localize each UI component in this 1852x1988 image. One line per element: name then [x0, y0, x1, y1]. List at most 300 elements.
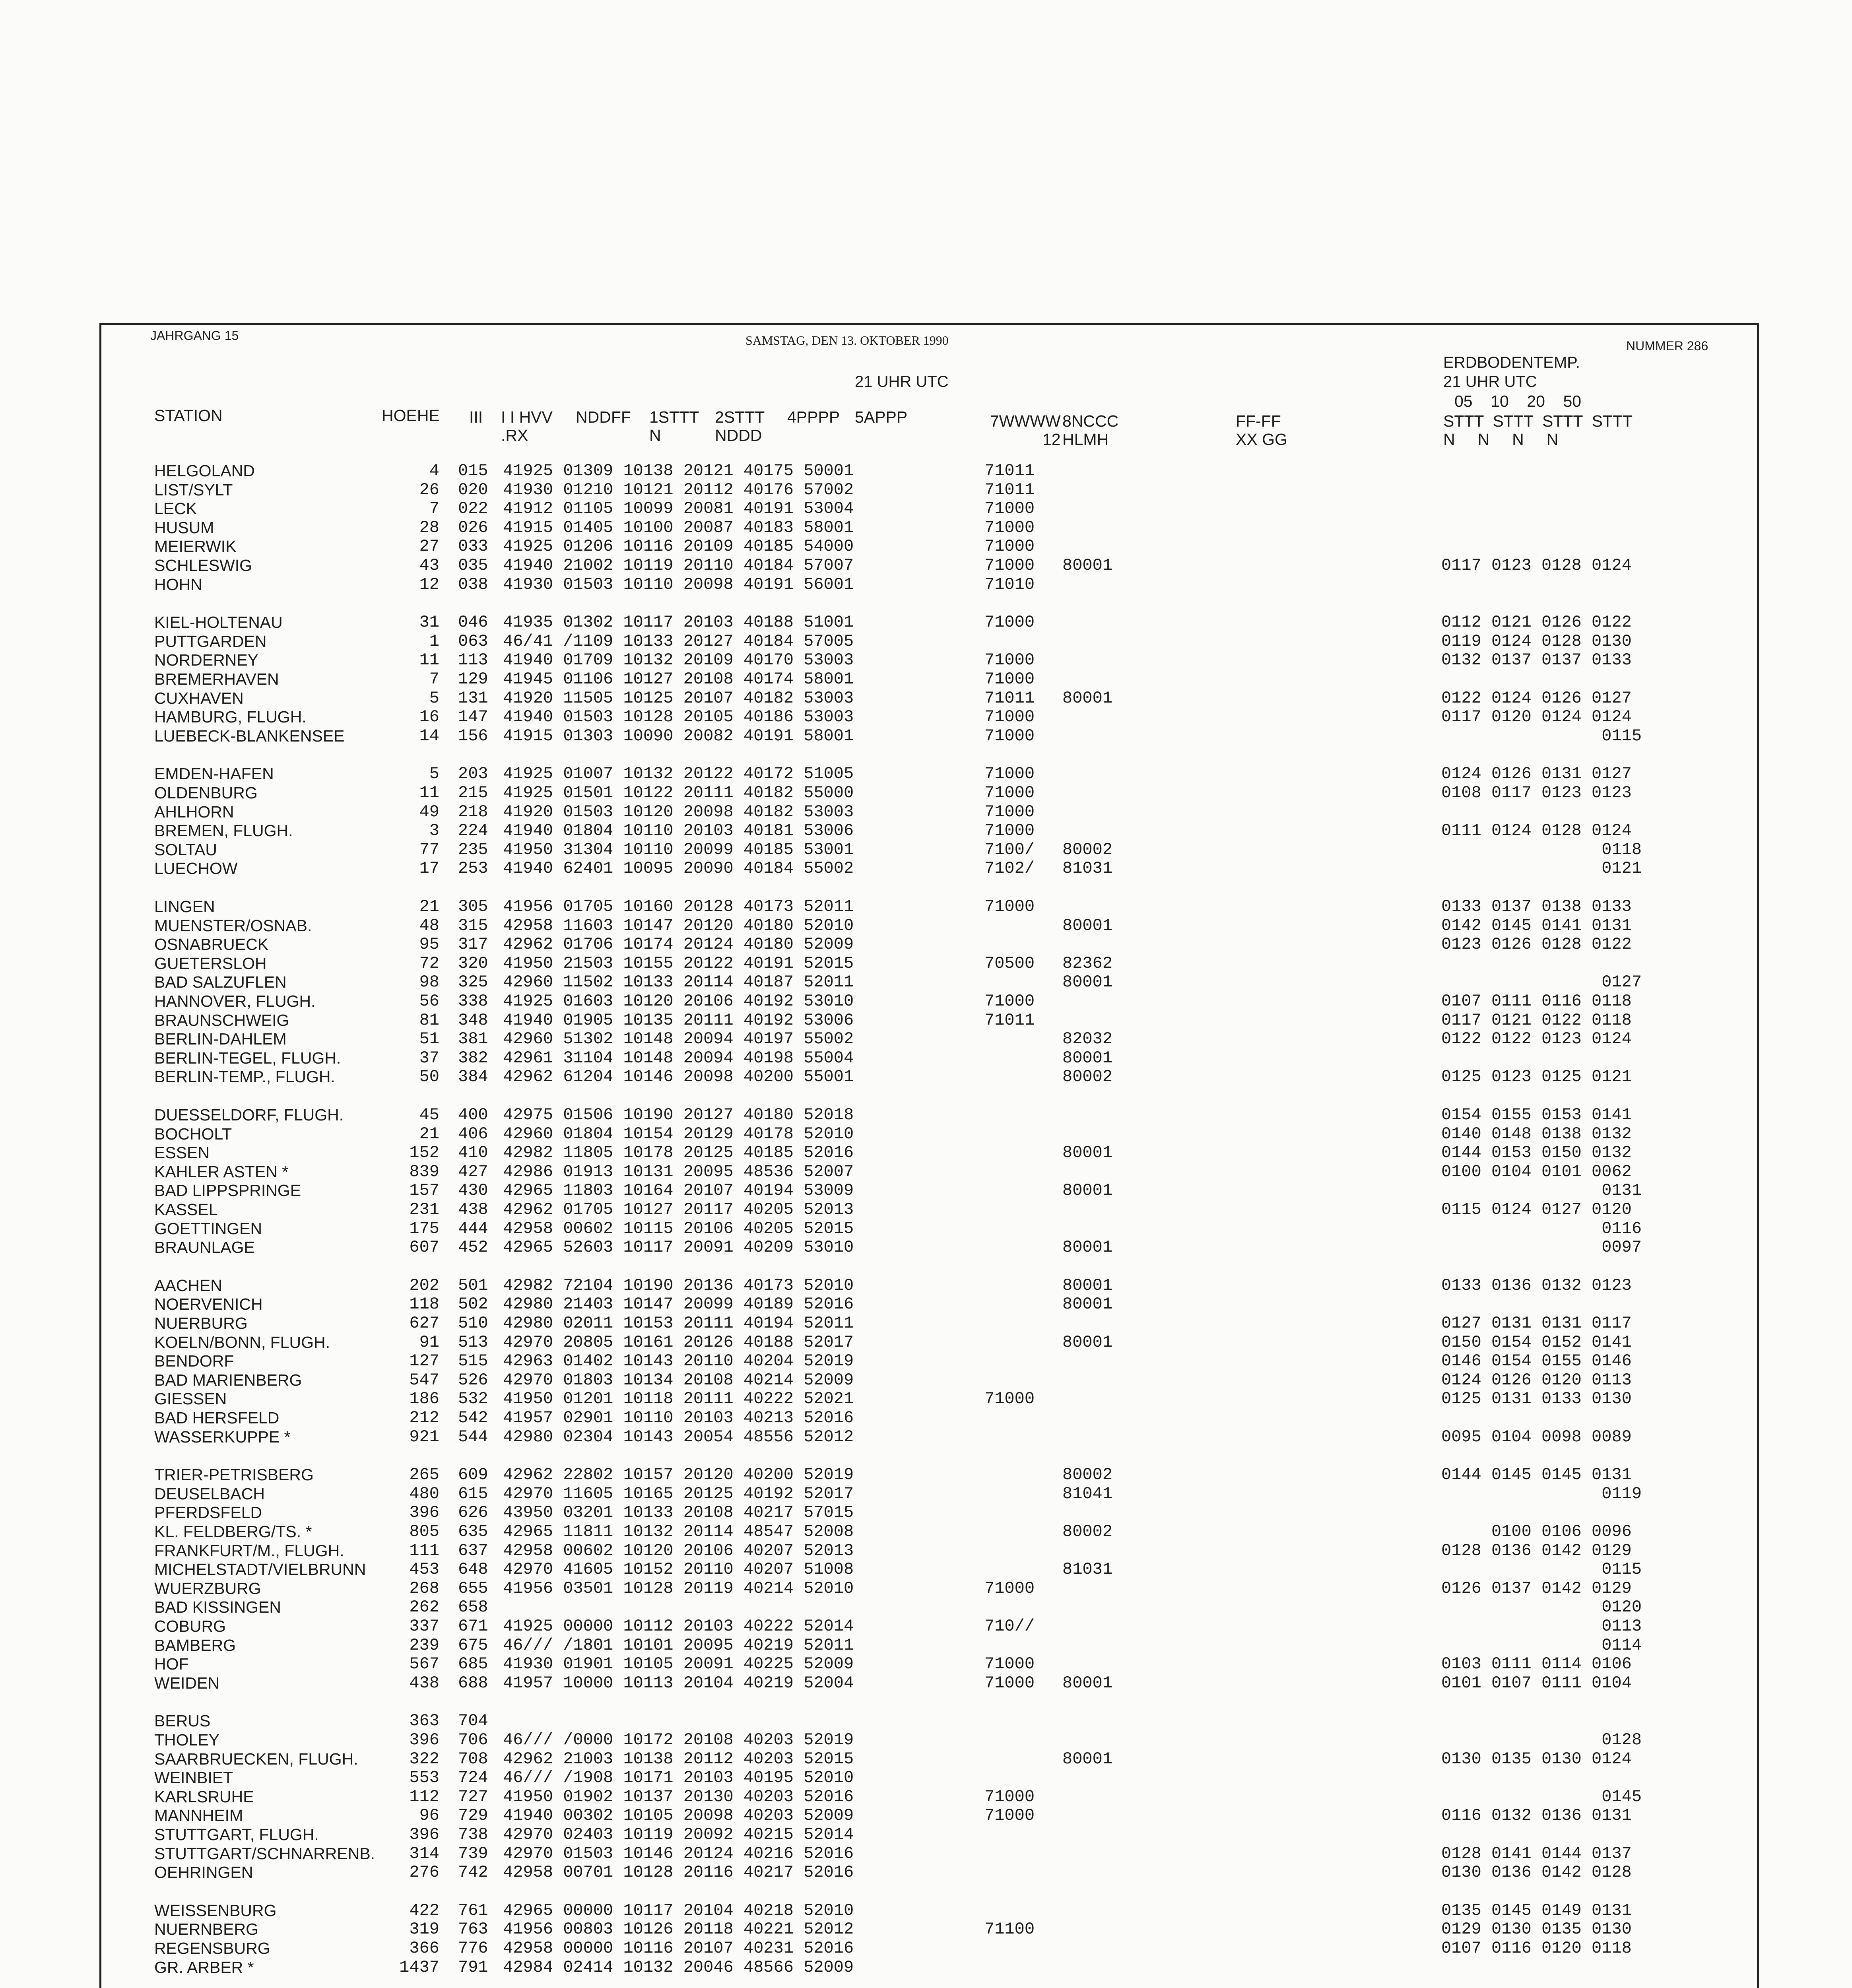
station-name: KASSEL [154, 1200, 218, 1219]
group-8nccc: 80001 [1062, 1143, 1113, 1162]
station-id: 706 [458, 1730, 488, 1749]
station-id: 648 [458, 1560, 488, 1579]
station-height: 77 [419, 840, 439, 859]
soil-temperatures: 0107 0111 0116 0118 [1441, 992, 1632, 1011]
synop-groups: 46/// /1801 10101 20095 40219 52011 [503, 1636, 854, 1655]
station-id: 253 [458, 859, 488, 878]
station-id: 400 [458, 1105, 488, 1124]
station-name: GR. ARBER * [154, 1958, 254, 1976]
group-8nccc: 80002 [1062, 1067, 1113, 1086]
synop-groups: 42963 01402 10143 20110 40204 52019 [503, 1351, 854, 1371]
volume-label: JAHRGANG 15 [150, 328, 239, 343]
station-height: 91 [419, 1333, 439, 1352]
station-height: 56 [419, 992, 439, 1011]
station-height: 16 [419, 707, 439, 726]
group-7wwww: 71100 [984, 1920, 1035, 1939]
station-id: 015 [458, 461, 488, 480]
station-name: PUTTGARDEN [154, 632, 267, 650]
station-name: BAD HERSFELD [154, 1409, 280, 1427]
station-id: 438 [458, 1200, 488, 1219]
station-height: 839 [409, 1162, 439, 1181]
col-nccc: 8NCCC HLMH [1062, 412, 1119, 448]
station-name: HOHN [154, 575, 202, 594]
synop-groups: 42970 01803 10134 20108 40214 52009 [503, 1371, 854, 1390]
station-height: 186 [409, 1389, 439, 1408]
synop-groups: 42958 00000 10116 20107 40231 52016 [503, 1939, 854, 1958]
station-id: 381 [458, 1029, 488, 1048]
station-height: 547 [409, 1371, 439, 1390]
synop-groups: 41935 01302 10117 20103 40188 51001 [503, 613, 854, 632]
col-sttt2: 2STTT NDDD [715, 408, 765, 445]
station-name: WASSERKUPPE * [154, 1428, 291, 1446]
soil-temperatures: 0114 [1441, 1636, 1642, 1655]
group-8nccc: 82362 [1062, 954, 1113, 973]
station-id: 609 [458, 1465, 488, 1484]
soil-temperatures: 0117 0120 0124 0124 [1441, 707, 1632, 726]
station-height: 72 [419, 954, 439, 973]
group-7wwww: 71000 [984, 1673, 1035, 1693]
station-height: 11 [419, 650, 439, 670]
station-id: 655 [458, 1579, 488, 1598]
station-name: WEIDEN [154, 1674, 219, 1692]
station-height: 127 [409, 1351, 439, 1371]
col-nddff: NDDFF [576, 408, 631, 426]
col-depth-units: STTT STTT STTT STTT N N N N [1443, 412, 1633, 448]
synop-groups: 41925 01007 10132 20122 40172 51005 [503, 764, 854, 783]
station-name: LUEBECK-BLANKENSEE [154, 727, 345, 745]
station-id: 026 [458, 518, 488, 537]
soil-temp-title: ERDBODENTEMP. [1443, 354, 1580, 371]
station-height: 322 [409, 1749, 439, 1769]
group-8nccc: 80001 [1062, 973, 1113, 992]
station-id: 320 [458, 954, 488, 973]
station-height: 363 [409, 1711, 439, 1730]
col-ff: FF-FF XX GG [1236, 412, 1287, 448]
station-id: 305 [458, 897, 488, 916]
soil-temperatures: 0129 0130 0135 0130 [1441, 1920, 1632, 1939]
soil-temperatures: 0140 0148 0138 0132 [1441, 1124, 1632, 1143]
synop-groups: 41945 01106 10127 20108 40174 58001 [503, 670, 854, 689]
group-7wwww: 71000 [984, 707, 1035, 726]
station-id: 410 [458, 1143, 488, 1162]
station-name: TRIER-PETRISBERG [154, 1466, 314, 1484]
soil-temperatures: 0127 [1441, 973, 1642, 992]
soil-temperatures: 0111 0124 0128 0124 [1441, 821, 1632, 840]
station-id: 033 [458, 537, 488, 556]
station-id: 430 [458, 1181, 488, 1200]
station-height: 262 [409, 1598, 439, 1617]
synop-groups: 42970 41605 10152 20110 40207 51008 [503, 1560, 854, 1579]
station-name: BENDORF [154, 1352, 234, 1370]
station-id: 515 [458, 1351, 488, 1371]
station-name: HOF [154, 1655, 189, 1673]
station-id: 704 [458, 1711, 488, 1730]
station-height: 37 [419, 1048, 439, 1068]
synop-groups: 42970 11605 10165 20125 40192 52017 [503, 1484, 854, 1503]
synop-groups: 42961 31104 10148 20094 40198 55004 [503, 1048, 854, 1068]
station-height: 202 [409, 1276, 439, 1295]
group-7wwww: 71000 [984, 1654, 1035, 1673]
station-name: LIST/SYLT [154, 481, 233, 499]
group-7wwww: 71000 [984, 802, 1035, 821]
soil-temperatures: 0124 0126 0120 0113 [1441, 1371, 1632, 1390]
station-height: 453 [409, 1560, 439, 1579]
station-id: 510 [458, 1314, 488, 1333]
group-7wwww: 71010 [984, 575, 1035, 594]
station-name: EMDEN-HAFEN [154, 765, 274, 783]
station-name: WEISSENBURG [154, 1901, 277, 1920]
station-height: 438 [409, 1673, 439, 1693]
col-iihvv: I I HVV .RX [501, 408, 553, 445]
synop-groups: 41930 01901 10105 20091 40225 52009 [503, 1654, 854, 1673]
soil-temperatures: 0128 0141 0144 0137 [1441, 1844, 1632, 1863]
station-name: BAD MARIENBERG [154, 1371, 302, 1389]
station-height: 27 [419, 537, 439, 556]
station-height: 45 [419, 1105, 439, 1124]
synop-groups: 41956 01705 10160 20128 40173 52011 [503, 897, 854, 916]
station-height: 95 [419, 935, 439, 954]
station-name: FRANKFURT/M., FLUGH. [154, 1541, 344, 1560]
station-height: 49 [419, 802, 439, 821]
synop-groups: 43950 03201 10133 20108 40217 57015 [503, 1503, 854, 1522]
station-name: BOCHOLT [154, 1125, 232, 1143]
station-name: BAD SALZUFLEN [154, 973, 287, 991]
station-id: 671 [458, 1617, 488, 1636]
station-id: 156 [458, 726, 488, 746]
synop-groups: 42960 01804 10154 20129 40178 52010 [503, 1124, 854, 1143]
station-id: 688 [458, 1673, 488, 1693]
synop-groups: 42982 72104 10190 20136 40173 52010 [503, 1276, 854, 1295]
synop-groups: 42982 11805 10178 20125 40185 52016 [503, 1143, 854, 1162]
station-name: OSNABRUECK [154, 935, 269, 953]
station-id: 325 [458, 973, 488, 992]
station-id: 406 [458, 1124, 488, 1143]
group-7wwww: 71000 [984, 1787, 1035, 1806]
synop-groups: 42965 00000 10117 20104 40218 52010 [503, 1901, 854, 1920]
station-height: 98 [419, 973, 439, 992]
station-name: KARLSRUHE [154, 1788, 254, 1806]
group-7wwww: 71000 [984, 764, 1035, 783]
station-name: BREMERHAVEN [154, 670, 279, 688]
station-height: 607 [409, 1238, 439, 1257]
station-height: 239 [409, 1636, 439, 1655]
soil-temperatures: 0144 0145 0145 0131 [1441, 1465, 1632, 1484]
station-id: 427 [458, 1162, 488, 1181]
synop-groups: 42962 22802 10157 20120 40200 52019 [503, 1465, 854, 1484]
soil-temperatures: 0100 0104 0101 0062 [1441, 1162, 1632, 1181]
group-7wwww: 71011 [984, 461, 1035, 480]
group-8nccc: 80001 [1062, 1238, 1113, 1257]
group-7wwww: 7100/ [984, 840, 1035, 859]
soil-temperatures: 0103 0111 0114 0106 [1441, 1654, 1632, 1673]
station-id: 224 [458, 821, 488, 840]
station-id: 046 [458, 613, 488, 632]
station-name: LUECHOW [154, 859, 238, 878]
station-id: 776 [458, 1939, 488, 1958]
station-name: LECK [154, 499, 197, 518]
station-height: 319 [409, 1920, 439, 1939]
station-name: GUETERSLOH [154, 954, 267, 973]
station-height: 553 [409, 1768, 439, 1787]
station-id: 791 [458, 1958, 488, 1977]
station-name: BERLIN-DAHLEM [154, 1030, 287, 1048]
synop-groups: 42962 01705 10127 20117 40205 52013 [503, 1200, 854, 1219]
synop-groups: 41925 01501 10122 20111 40182 55000 [503, 783, 854, 802]
col-appp: 5APPP [855, 408, 908, 426]
synop-groups: 42962 01706 10174 20124 40180 52009 [503, 935, 854, 954]
station-height: 265 [409, 1465, 439, 1484]
station-name: MUENSTER/OSNAB. [154, 916, 312, 935]
station-id: 658 [458, 1598, 488, 1617]
station-id: 675 [458, 1636, 488, 1655]
station-height: 11 [419, 783, 439, 802]
station-id: 727 [458, 1787, 488, 1806]
station-height: 5 [429, 764, 439, 783]
group-7wwww: 70500 [984, 954, 1035, 973]
station-id: 513 [458, 1333, 488, 1352]
synop-groups: 41950 01201 10118 20111 40222 52021 [503, 1389, 854, 1408]
synop-groups: 42965 11811 10132 20114 48547 52008 [503, 1522, 854, 1541]
station-height: 422 [409, 1901, 439, 1920]
synop-groups: 41940 01503 10128 20105 40186 53003 [503, 707, 854, 726]
soil-temp-time: 21 UHR UTC [1443, 373, 1537, 390]
soil-temperatures: 0116 [1441, 1219, 1642, 1238]
group-8nccc: 82032 [1062, 1029, 1113, 1048]
station-name: BAMBERG [154, 1636, 236, 1654]
soil-temperatures: 0115 [1441, 1560, 1642, 1579]
soil-temperatures: 0123 0126 0128 0122 [1441, 935, 1632, 954]
synop-groups: 42984 02414 10132 20046 48566 52009 [503, 1958, 854, 1977]
station-id: 637 [458, 1541, 488, 1560]
group-7wwww: 71000 [984, 992, 1035, 1011]
synop-groups: 42958 00602 10120 20106 40207 52013 [503, 1541, 854, 1560]
soil-temperatures: 0126 0137 0142 0129 [1441, 1579, 1632, 1598]
synop-groups: 41940 01905 10135 20111 40192 53006 [503, 1011, 854, 1030]
group-8nccc: 80002 [1062, 1465, 1113, 1484]
synop-groups: 41950 01902 10137 20130 40203 52016 [503, 1787, 854, 1806]
station-name: STUTTGART/SCHNARRENB. [154, 1844, 375, 1863]
group-8nccc: 81031 [1062, 859, 1113, 878]
group-8nccc: 80002 [1062, 840, 1113, 859]
group-8nccc: 80001 [1062, 689, 1113, 708]
station-name: THOLEY [154, 1731, 220, 1749]
station-height: 96 [419, 1806, 439, 1825]
station-id: 542 [458, 1408, 488, 1427]
station-height: 480 [409, 1484, 439, 1503]
station-name: BAD KISSINGEN [154, 1598, 281, 1616]
station-height: 7 [429, 499, 439, 518]
group-7wwww: 71000 [984, 726, 1035, 746]
station-id: 763 [458, 1920, 488, 1939]
soil-temperatures: 0117 0123 0128 0124 [1441, 556, 1632, 575]
col-sttt1: 1STTT N [649, 408, 699, 445]
station-name: BERLIN-TEMP., FLUGH. [154, 1068, 335, 1086]
station-height: 366 [409, 1939, 439, 1958]
soil-temperatures: 0113 [1441, 1617, 1642, 1636]
station-id: 038 [458, 575, 488, 594]
station-name: KL. FELDBERG/TS. * [154, 1522, 312, 1541]
synop-groups: 41957 02901 10110 20103 40213 52016 [503, 1408, 854, 1427]
station-name: BAD LIPPSPRINGE [154, 1181, 301, 1200]
station-height: 268 [409, 1579, 439, 1598]
soil-temperatures: 0125 0123 0125 0121 [1441, 1067, 1632, 1086]
group-7wwww: 71000 [984, 897, 1035, 916]
synop-groups: 46/// /0000 10172 20108 40203 52019 [503, 1730, 854, 1749]
synop-groups: 41940 01804 10110 20103 40181 53006 [503, 821, 854, 840]
observation-time: 21 UHR UTC [855, 373, 949, 390]
station-id: 729 [458, 1806, 488, 1825]
group-7wwww: 71000 [984, 821, 1035, 840]
station-height: 337 [409, 1617, 439, 1636]
station-height: 118 [409, 1295, 439, 1314]
synop-groups: 42970 20805 10161 20126 40188 52017 [503, 1333, 854, 1352]
station-name: BERLIN-TEGEL, FLUGH. [154, 1049, 341, 1067]
synop-groups: 46/// /1908 10171 20103 40195 52010 [503, 1768, 854, 1787]
soil-temperatures: 0097 [1441, 1238, 1642, 1257]
soil-temperatures: 0146 0154 0155 0146 [1441, 1351, 1632, 1371]
station-id: 761 [458, 1901, 488, 1920]
group-7wwww: 71011 [984, 689, 1035, 708]
synop-groups: 42960 11502 10133 20114 40187 52011 [503, 973, 854, 992]
station-height: 7 [429, 670, 439, 689]
soil-temperatures: 0128 0136 0142 0129 [1441, 1541, 1632, 1560]
station-id: 129 [458, 670, 488, 689]
soil-temperatures: 0150 0154 0152 0141 [1441, 1333, 1632, 1352]
station-name: LINGEN [154, 897, 215, 916]
station-name: GOETTINGEN [154, 1219, 262, 1238]
soil-temperatures: 0142 0145 0141 0131 [1441, 916, 1632, 935]
soil-temperatures: 0119 0124 0128 0130 [1441, 632, 1632, 651]
station-name: KIEL-HOLTENAU [154, 613, 283, 631]
synop-groups: 41930 01210 10121 20112 40176 57002 [503, 480, 854, 499]
synop-groups: 42960 51302 10148 20094 40197 55002 [503, 1029, 854, 1048]
station-name: SOLTAU [154, 841, 217, 859]
station-name: REGENSBURG [154, 1939, 270, 1957]
group-8nccc: 80001 [1062, 1295, 1113, 1314]
station-id: 626 [458, 1503, 488, 1522]
station-id: 235 [458, 840, 488, 859]
station-id: 315 [458, 916, 488, 935]
synop-groups: 41950 21503 10155 20122 40191 52015 [503, 954, 854, 973]
station-id: 215 [458, 783, 488, 802]
station-height: 396 [409, 1825, 439, 1844]
station-id: 338 [458, 992, 488, 1011]
synop-groups: 41925 01309 10138 20121 40175 50001 [503, 461, 854, 480]
station-id: 384 [458, 1067, 488, 1086]
synop-groups: 41915 01405 10100 20087 40183 58001 [503, 518, 854, 537]
station-height: 396 [409, 1730, 439, 1749]
synop-groups: 41940 01709 10132 20109 40170 53003 [503, 650, 854, 670]
group-7wwww: 71000 [984, 613, 1035, 632]
col-station: STATION [154, 406, 223, 425]
station-name: MEIERWIK [154, 537, 237, 555]
station-name: OLDENBURG [154, 784, 258, 802]
station-id: 317 [458, 935, 488, 954]
group-8nccc: 80001 [1062, 1048, 1113, 1068]
soil-temperatures: 0101 0107 0111 0104 [1441, 1673, 1632, 1693]
station-name: GIESSEN [154, 1390, 227, 1408]
synop-groups: 41940 62401 10095 20090 40184 55002 [503, 859, 854, 878]
synop-groups: 42980 02011 10153 20111 40194 52011 [503, 1314, 854, 1333]
synop-groups: 41950 31304 10110 20099 40185 53001 [503, 840, 854, 859]
synop-groups: 41925 01603 10120 20106 40192 53010 [503, 992, 854, 1011]
station-name: OEHRINGEN [154, 1863, 253, 1881]
group-7wwww: 71000 [984, 1579, 1035, 1598]
station-height: 1437 [399, 1958, 439, 1977]
soil-temperatures: 0122 0122 0123 0124 [1441, 1029, 1632, 1048]
group-7wwww: 7102/ [984, 859, 1035, 878]
station-height: 14 [419, 726, 439, 746]
group-8nccc: 80001 [1062, 1333, 1113, 1352]
soil-temperatures: 0135 0145 0149 0131 [1441, 1901, 1632, 1920]
station-height: 26 [419, 480, 439, 499]
station-id: 131 [458, 689, 488, 708]
station-height: 31 [419, 613, 439, 632]
col-wwww: 7WWWW 12 [990, 412, 1061, 448]
soil-temperatures: 0131 [1441, 1181, 1642, 1200]
soil-temperatures: 0121 [1441, 859, 1642, 878]
station-name: NUERNBERG [154, 1920, 258, 1938]
group-7wwww: 71000 [984, 518, 1035, 537]
station-name: SAARBRUECKEN, FLUGH. [154, 1750, 358, 1768]
station-height: 276 [409, 1863, 439, 1882]
station-id: 382 [458, 1048, 488, 1068]
station-height: 3 [429, 821, 439, 840]
synop-groups: 42958 00701 10128 20116 40217 52016 [503, 1863, 854, 1882]
synop-groups: 42965 11803 10164 20107 40194 53009 [503, 1181, 854, 1200]
station-id: 738 [458, 1825, 488, 1844]
station-height: 5 [429, 689, 439, 708]
soil-temperatures: 0117 0121 0122 0118 [1441, 1011, 1632, 1030]
station-id: 035 [458, 556, 488, 575]
group-7wwww: 71011 [984, 1011, 1035, 1030]
soil-temperatures: 0107 0116 0120 0118 [1441, 1939, 1632, 1958]
col-depths: 05 10 20 50 [1454, 392, 1582, 410]
station-name: PFERDSFELD [154, 1503, 262, 1522]
synop-groups: 41956 00803 10126 20118 40221 52012 [503, 1920, 854, 1939]
group-7wwww: 71000 [984, 556, 1035, 575]
soil-temperatures: 0112 0121 0126 0122 [1441, 613, 1632, 632]
station-id: 444 [458, 1219, 488, 1238]
synop-groups: 41940 00302 10105 20098 40203 52009 [503, 1806, 854, 1825]
station-name: ESSEN [154, 1143, 210, 1162]
group-7wwww: 71000 [984, 1389, 1035, 1408]
synop-groups: 42980 02304 10143 20054 48556 52012 [503, 1427, 854, 1446]
station-height: 12 [419, 575, 439, 594]
soil-temperatures: 0108 0117 0123 0123 [1441, 783, 1632, 802]
group-8nccc: 80001 [1062, 556, 1113, 575]
synop-groups: 42962 21003 10138 20112 40203 52015 [503, 1749, 854, 1769]
group-8nccc: 80001 [1062, 1673, 1113, 1693]
station-height: 21 [419, 1124, 439, 1143]
synop-groups: 42965 52603 10117 20091 40209 53010 [503, 1238, 854, 1257]
station-height: 81 [419, 1011, 439, 1030]
synop-groups: 41930 01503 10110 20098 40191 56001 [503, 575, 854, 594]
station-id: 063 [458, 632, 488, 651]
soil-temperatures: 0145 [1441, 1787, 1642, 1806]
station-id: 708 [458, 1749, 488, 1769]
station-name: COBURG [154, 1617, 226, 1635]
col-pppp: 4PPPP [787, 408, 840, 426]
synop-groups: 42980 21403 10147 20099 40189 52016 [503, 1295, 854, 1314]
station-name: MICHELSTADT/VIELBRUNN [154, 1560, 366, 1578]
group-8nccc: 80001 [1062, 916, 1113, 935]
station-id: 452 [458, 1238, 488, 1257]
synop-groups: 46/41 /1109 10133 20127 40184 57005 [503, 632, 854, 651]
station-name: BRAUNLAGE [154, 1238, 255, 1256]
station-id: 544 [458, 1427, 488, 1446]
station-height: 805 [409, 1522, 439, 1541]
